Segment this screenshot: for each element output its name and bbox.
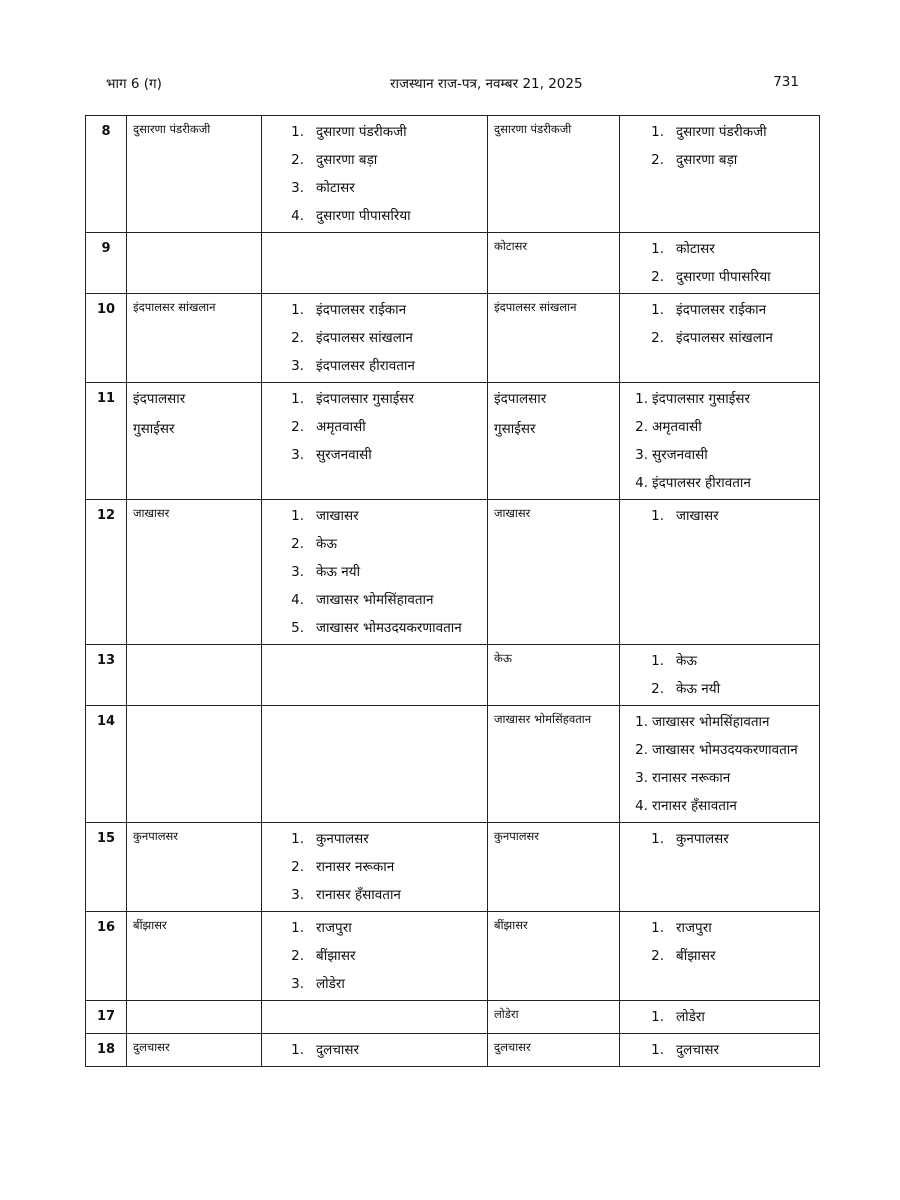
village-item [620,413,819,441]
village-item [262,970,487,998]
village-item [620,469,819,497]
village-name: केऊ [676,653,697,669]
new-panchayat-name-cell [488,645,620,706]
village-item [262,614,487,642]
village-number: 2. [291,152,304,168]
village-number: 3. [291,358,304,374]
new-panchayat-name-cell [488,500,620,645]
table-row [86,912,820,1001]
village-number: 3. [291,447,304,463]
village-name: अमृतवासी [652,419,702,435]
village-name: इंदपालसर सांखलान [316,330,413,346]
village-number: 1. [291,831,304,847]
old-panchayat-name-cell [127,706,262,823]
serial-number: 14 [86,706,127,823]
village-name: सुरजनवासी [316,447,372,463]
village-number: 3. [635,447,648,463]
new-village-list-cell [620,233,820,294]
old-panchayat-name-cell [127,823,262,912]
village-name: राजपुरा [316,920,352,936]
village-item [620,263,819,291]
table-body [86,116,820,1067]
old-village-list-cell [262,383,488,500]
old-village-list-cell [262,1034,488,1067]
old-panchayat-name [127,233,261,237]
village-name: कुनपालसर [676,831,729,847]
old-village-list [262,1001,487,1005]
new-village-list-cell [620,645,820,706]
new-village-list [620,500,819,532]
village-name: दुसारणा पंडरीकजी [316,124,407,140]
village-name: जाखासर [676,508,719,524]
village-number: 2. [651,269,664,285]
new-village-list-cell [620,116,820,233]
page-number: 731 [773,74,799,90]
village-number: 2. [651,330,664,346]
village-number: 2. [291,948,304,964]
village-number: 5. [291,620,304,636]
new-panchayat-name: इंदपालसर सांखलान [494,300,577,314]
new-village-list-cell [620,294,820,383]
new-village-list-cell [620,383,820,500]
old-village-list [262,1034,487,1066]
new-panchayat-name: कुनपालसर [494,829,539,843]
village-name: इंदपालसर राईकान [316,302,407,318]
village-name: इंदपालसर हीरावतान [652,475,751,491]
village-name: जाखासर भोमसिंहावतान [652,714,770,730]
village-item [620,708,819,736]
village-number: 1. [291,302,304,318]
serial-number: 13 [86,645,127,706]
village-number: 1. [291,508,304,524]
serial-number: 9 [86,233,127,294]
old-panchayat-name [127,645,261,649]
old-village-list-cell [262,500,488,645]
serial-number: 18 [86,1034,127,1067]
village-number: 1. [651,302,664,318]
table-row [86,645,820,706]
village-name: दुलचासर [676,1042,720,1058]
old-panchayat-name: इंदपालसर सांखलान [133,300,216,314]
village-item [620,764,819,792]
village-number: 1. [291,391,304,407]
old-village-list-cell [262,1001,488,1034]
new-village-list [620,1001,819,1033]
village-number: 2. [651,681,664,697]
village-number: 2. [291,536,304,552]
village-number: 3. [291,564,304,580]
table-row [86,1034,820,1067]
village-item [262,914,487,942]
serial-number: 12 [86,500,127,645]
village-item [620,792,819,820]
table-row [86,233,820,294]
village-item [262,530,487,558]
old-panchayat-name: दुसारणा पंडरीकजी [133,122,211,136]
old-village-list [262,823,487,911]
old-village-list [262,383,487,471]
village-item [620,675,819,703]
new-panchayat-name-cell [488,116,620,233]
village-number: 2. [635,419,648,435]
village-name: केऊ नयी [316,564,361,580]
village-name: जाखासर भोमउदयकरणावतान [316,620,462,636]
village-name: बींझासर [316,948,356,964]
new-panchayat-name-cell [488,294,620,383]
old-panchayat-name-cell [127,1034,262,1067]
new-panchayat-name-line: गुसाईसर [494,421,536,437]
village-name: कोटासर [676,241,715,257]
village-name: राजपुरा [676,920,712,936]
new-village-list-cell [620,823,820,912]
village-item [262,174,487,202]
village-name: इंदपालसार गुसाईसर [316,391,415,407]
village-number: 1. [291,1042,304,1058]
village-name: दुसारणा बड़ा [316,152,378,168]
village-item [262,825,487,853]
village-number: 1. [651,241,664,257]
village-item [620,914,819,942]
gazette-part: भाग 6 (ग) [106,76,162,92]
village-item [620,324,819,352]
village-name: दुसारणा पीपासरिया [316,208,411,224]
village-name: सुरजनवासी [652,447,708,463]
village-item [262,385,487,413]
village-name: रानासर नरूकान [316,859,395,875]
village-number: 2. [635,742,648,758]
old-village-list [262,233,487,237]
new-village-list [620,823,819,855]
old-panchayat-name-cell [127,116,262,233]
old-village-list [262,294,487,382]
old-village-list [262,706,487,710]
serial-number: 11 [86,383,127,500]
old-panchayat-name-cell [127,645,262,706]
village-number: 1. [651,831,664,847]
village-number: 3. [291,887,304,903]
village-item [620,118,819,146]
old-village-list-cell [262,294,488,383]
village-number: 4. [635,798,648,814]
village-number: 1. [635,714,648,730]
village-number: 1. [291,920,304,936]
village-name: अमृतवासी [316,419,366,435]
old-village-list-cell [262,912,488,1001]
village-item [620,385,819,413]
new-panchayat-name: जाखासर भोमसिंहवतान [494,712,592,726]
village-item [620,235,819,263]
village-number: 1. [651,1009,664,1025]
village-name: लोडेरा [676,1009,705,1025]
village-number: 1. [651,508,664,524]
old-village-list [262,116,487,232]
village-name: केऊ नयी [676,681,721,697]
village-name: दुसारणा बड़ा [676,152,738,168]
old-panchayat-name-line: गुसाईसर [133,421,175,437]
old-village-list [262,500,487,644]
new-panchayat-name-cell [488,1001,620,1034]
village-name: इंदपालसर राईकान [676,302,767,318]
old-panchayat-name [127,706,261,710]
village-item [620,146,819,174]
old-panchayat-name: जाखासर [133,506,170,520]
old-panchayat-name: दुलचासर [133,1040,170,1054]
village-item [620,825,819,853]
village-item [620,441,819,469]
new-panchayat-name: लोडेरा [494,1007,519,1021]
village-item [620,736,819,764]
village-item [262,853,487,881]
new-panchayat-name: दुसारणा पंडरीकजी [494,122,572,136]
new-panchayat-name-cell [488,912,620,1001]
village-item [262,502,487,530]
old-panchayat-name-cell [127,233,262,294]
village-name: जाखासर भोमउदयकरणावतान [652,742,798,758]
new-panchayat-name: बींझासर [494,918,528,932]
village-name: लोडेरा [316,976,345,992]
old-village-list-cell [262,116,488,233]
village-name: जाखासर भोमसिंहावतान [316,592,434,608]
village-item [262,352,487,380]
village-name: रानासर हँसावतान [652,798,737,814]
village-name: इंदपालसर हीरावतान [316,358,415,374]
village-name: जाखासर [316,508,359,524]
new-panchayat-name-cell [488,233,620,294]
village-number: 4. [291,208,304,224]
village-name: कुनपालसर [316,831,369,847]
new-panchayat-name: जाखासर [494,506,531,520]
village-number: 1. [651,653,664,669]
village-number: 4. [635,475,648,491]
village-name: केऊ [316,536,337,552]
village-number: 3. [291,976,304,992]
village-name: रानासर हँसावतान [316,887,401,903]
new-village-list [620,912,819,972]
village-number: 3. [291,180,304,196]
gazette-title-date: राजस्थान राज-पत्र, नवम्बर 21, 2025 [390,76,583,92]
old-panchayat-name-cell [127,383,262,500]
village-number: 1. [651,124,664,140]
old-panchayat-name-cell [127,1001,262,1034]
village-item [262,296,487,324]
village-item [262,202,487,230]
village-name: दुलचासर [316,1042,360,1058]
old-panchayat-name: कुनपालसर [133,829,178,843]
village-number: 1. [651,1042,664,1058]
village-number: 3. [635,770,648,786]
table-row [86,500,820,645]
village-item [262,586,487,614]
new-village-list [620,294,819,354]
village-number: 2. [291,419,304,435]
village-item [262,413,487,441]
new-village-list-cell [620,912,820,1001]
old-panchayat-name-cell [127,294,262,383]
village-name: दुसारणा पंडरीकजी [676,124,767,140]
new-village-list [620,116,819,176]
new-panchayat-name: कोटासर [494,239,528,253]
village-item [262,881,487,909]
village-item [620,1036,819,1064]
village-name: इंदपालसर सांखलान [676,330,773,346]
new-panchayat-name-cell [488,823,620,912]
village-item [262,146,487,174]
village-name: दुसारणा पीपासरिया [676,269,771,285]
village-item [262,324,487,352]
village-number: 4. [291,592,304,608]
page-header [85,74,799,96]
new-village-list-cell [620,500,820,645]
village-number: 2. [651,948,664,964]
new-panchayat-name-cell [488,1034,620,1067]
village-number: 1. [635,391,648,407]
village-item [262,441,487,469]
village-item [262,558,487,586]
village-number: 2. [291,330,304,346]
village-item [620,647,819,675]
old-panchayat-name: बींझासर [133,918,167,932]
new-village-list [620,706,819,822]
new-village-list [620,1034,819,1066]
village-name: कोटासर [316,180,355,196]
village-item [620,942,819,970]
old-panchayat-name-cell [127,912,262,1001]
table-row [86,116,820,233]
panchayat-reorganization-table [85,115,820,1067]
old-panchayat-name [127,1001,261,1005]
table-row [86,383,820,500]
old-village-list-cell [262,823,488,912]
village-number: 1. [651,920,664,936]
new-panchayat-name: केऊ [494,651,512,665]
table-row [86,823,820,912]
village-item [262,1036,487,1064]
old-village-list [262,912,487,1000]
new-village-list-cell [620,1001,820,1034]
table-row [86,706,820,823]
new-panchayat-name-cell [488,383,620,500]
new-panchayat-name-line: इंदपालसार [494,391,547,407]
new-panchayat-name: दुलचासर [494,1040,531,1054]
table-row [86,294,820,383]
serial-number: 8 [86,116,127,233]
village-number: 1. [291,124,304,140]
village-name: रानासर नरूकान [652,770,731,786]
serial-number: 10 [86,294,127,383]
serial-number: 15 [86,823,127,912]
new-panchayat-name-cell [488,706,620,823]
serial-number: 16 [86,912,127,1001]
new-village-list-cell [620,706,820,823]
village-item [620,502,819,530]
village-number: 2. [291,859,304,875]
old-village-list-cell [262,233,488,294]
old-panchayat-name-cell [127,500,262,645]
old-panchayat-name-line: इंदपालसार [133,391,186,407]
old-village-list-cell [262,706,488,823]
new-village-list [620,233,819,293]
new-village-list-cell [620,1034,820,1067]
village-item [262,942,487,970]
serial-number: 17 [86,1001,127,1034]
table-row [86,1001,820,1034]
new-village-list [620,645,819,705]
village-item [262,118,487,146]
village-item [620,296,819,324]
village-name: बींझासर [676,948,716,964]
village-number: 2. [651,152,664,168]
old-village-list-cell [262,645,488,706]
old-village-list [262,645,487,649]
new-village-list [620,383,819,499]
village-item [620,1003,819,1031]
village-name: इंदपालसार गुसाईसर [652,391,751,407]
